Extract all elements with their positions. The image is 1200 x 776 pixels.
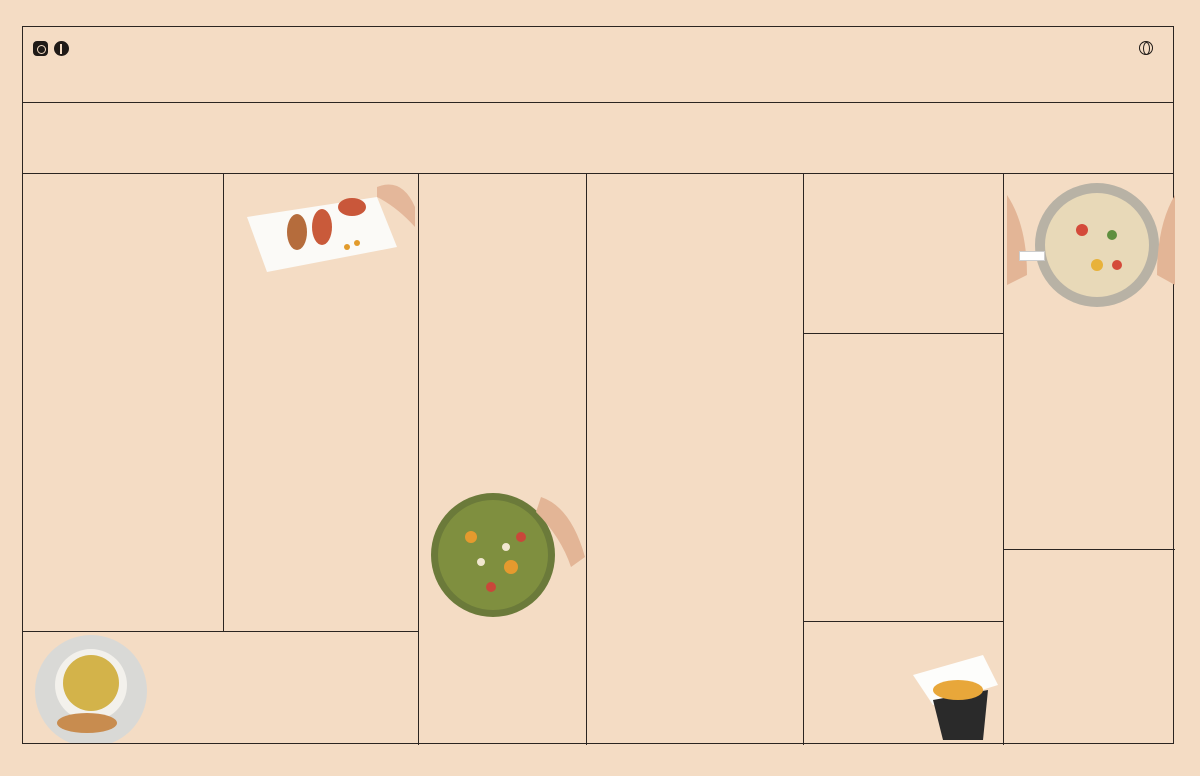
section-platos-fuertes: [593, 181, 797, 224]
section-carpaccios: [1011, 321, 1169, 324]
carpaccio-photo: [1007, 175, 1175, 325]
menu-header: [23, 27, 1173, 103]
divider: [1003, 173, 1004, 745]
food-photo: [421, 467, 585, 631]
divider: [803, 173, 804, 745]
website-link[interactable]: [1139, 41, 1159, 55]
section-cremas: [157, 639, 577, 642]
food-photo: [227, 177, 415, 277]
divider: [803, 621, 1003, 622]
divider: [418, 173, 419, 745]
globe-icon: [1139, 41, 1153, 55]
food-photo: [903, 645, 1001, 743]
menu-frame: [22, 26, 1174, 744]
section-entradas: [229, 285, 415, 318]
divider: [223, 173, 224, 631]
section-contornos: [809, 625, 999, 628]
salad-photo: [421, 467, 585, 631]
instagram-icon[interactable]: [33, 41, 48, 56]
divider: [586, 173, 587, 745]
brusquetas-photo: [227, 177, 415, 277]
soup-photo: [27, 633, 155, 743]
section-ensaladas: [424, 181, 580, 204]
divider: [803, 333, 1003, 334]
divider: [23, 173, 1173, 174]
divider: [23, 631, 418, 632]
food-photo: [27, 633, 155, 743]
section-crepes: [1011, 555, 1169, 567]
fries-photo: [903, 645, 1001, 743]
facebook-icon[interactable]: [54, 41, 69, 56]
section-desayunos: [29, 181, 219, 224]
social-links: [33, 41, 75, 56]
missing-image-badge: [1019, 251, 1045, 261]
section-pescados: [809, 339, 999, 347]
divider: [1003, 549, 1175, 550]
food-photo: [1007, 175, 1175, 325]
